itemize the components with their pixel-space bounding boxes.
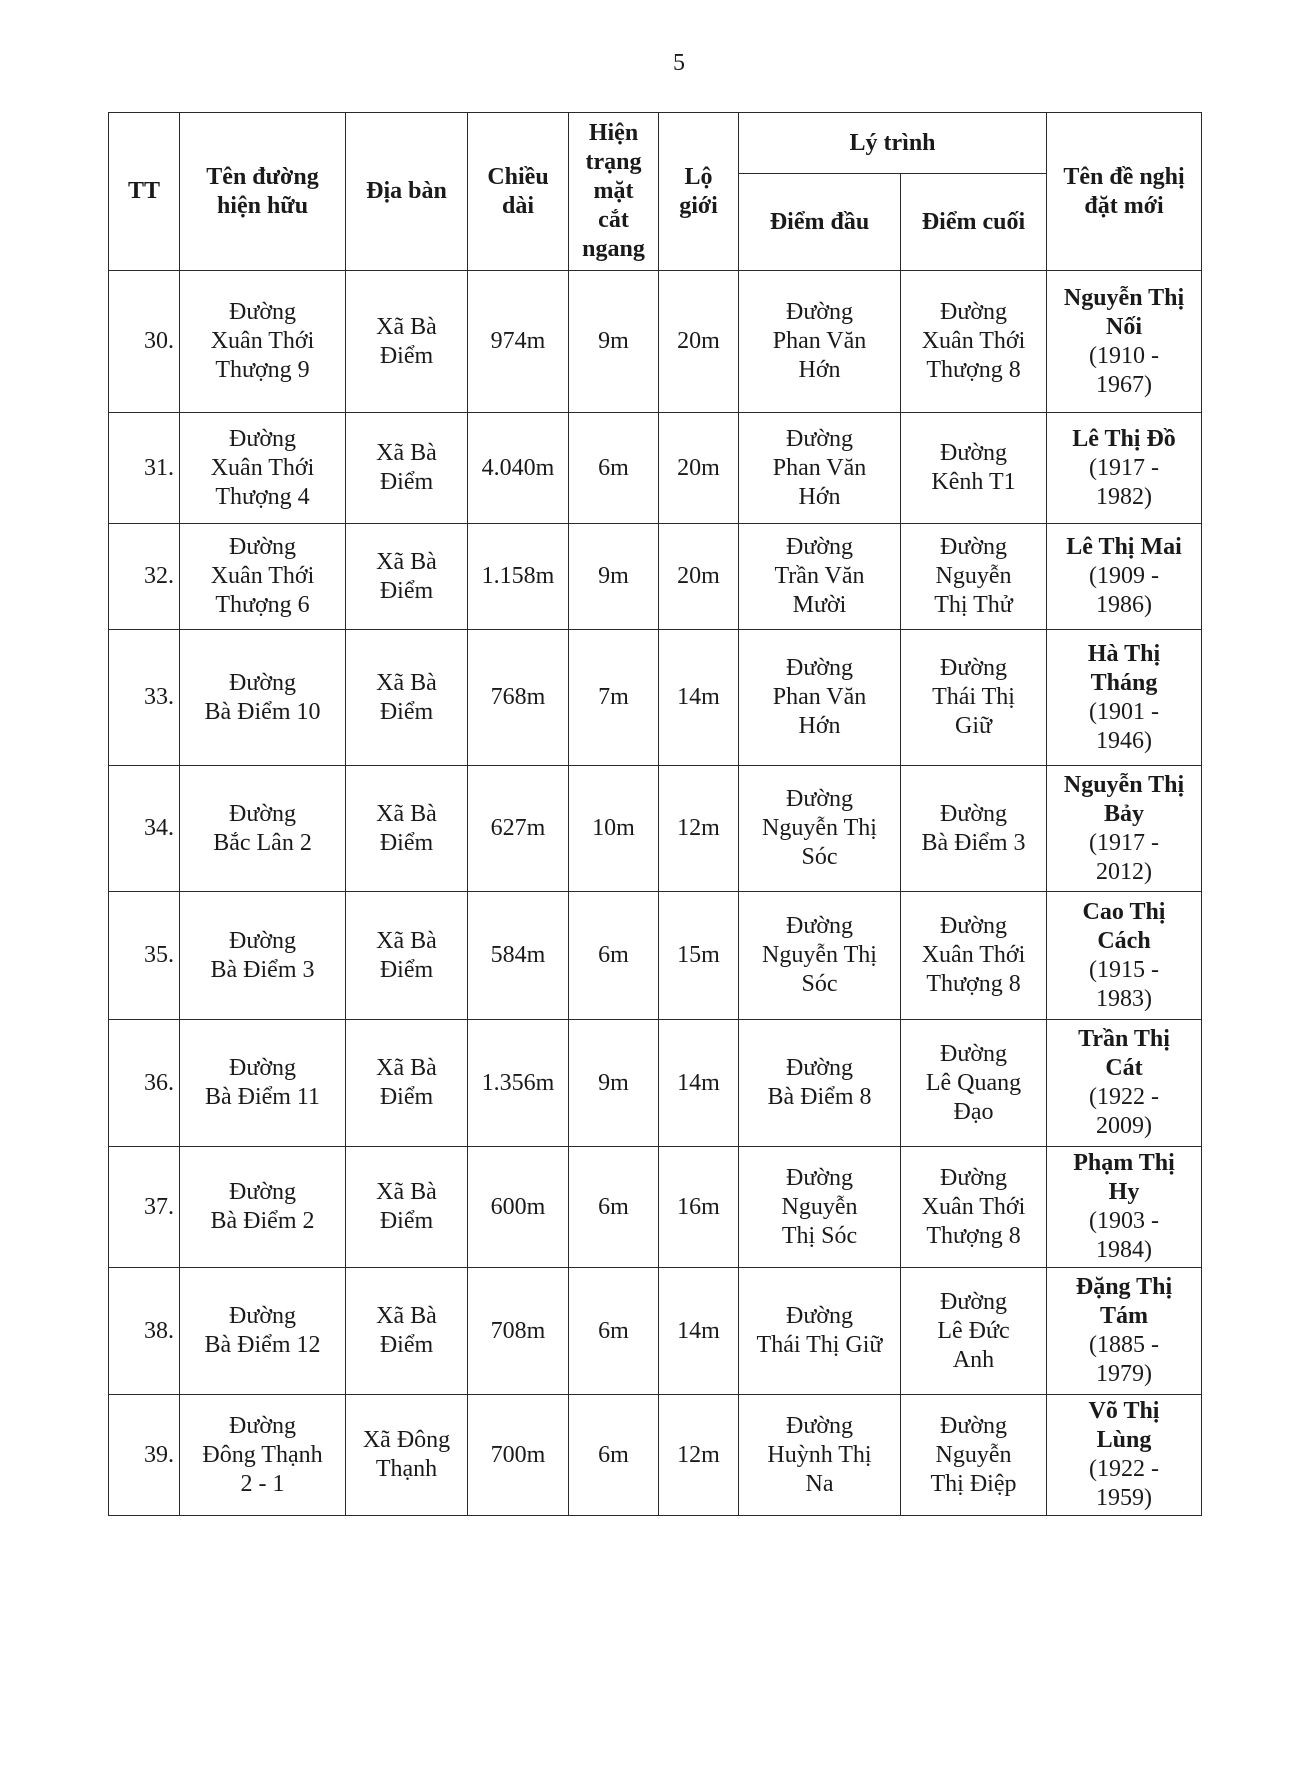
cell-dia-ban	[346, 630, 468, 766]
birth-death-years: 2012)	[1096, 858, 1153, 885]
cell-ten-de-nghi	[1047, 892, 1202, 1020]
header-line: ngang	[582, 236, 645, 262]
cell-chieu-dai: 1.158m	[468, 524, 569, 630]
cell-lo-gioi: 15m	[659, 892, 739, 1020]
cell-chieu-dai: 1.356m	[468, 1020, 569, 1147]
cell-line: Võ Thị	[1088, 1398, 1160, 1424]
cell-line: Bà Điểm 2	[210, 1208, 315, 1234]
cell-tt: 31.	[109, 413, 180, 524]
cell-line: Đường	[939, 534, 1008, 560]
cell-line: Cát	[1105, 1055, 1143, 1081]
header-ly-trinh: Lý trình	[739, 113, 1047, 174]
cell-line: Thái Thị Giữ	[756, 1332, 883, 1358]
birth-death-years: (1901 -	[1089, 698, 1159, 725]
cell-lo-gioi: 12m	[659, 766, 739, 892]
cell-tt: 36.	[109, 1020, 180, 1147]
cell-diem-dau	[739, 892, 901, 1020]
cell-tt: 39.	[109, 1395, 180, 1516]
cell-line: Đường	[939, 655, 1008, 681]
cell-line: Phạm Thị	[1073, 1150, 1175, 1176]
cell-line: Hà Thị	[1087, 640, 1161, 667]
cell-line: Na	[805, 1470, 834, 1497]
table-row	[109, 1147, 1202, 1268]
cell-chieu-dai: 584m	[468, 892, 569, 1020]
cell-line: Nguyễn	[935, 563, 1012, 589]
cell-ten-de-nghi	[1047, 413, 1202, 524]
cell-line: Đường	[939, 913, 1008, 939]
cell-line: Thượng 8	[926, 357, 1021, 383]
cell-line: Lùng	[1096, 1427, 1152, 1453]
cell-line: Đường	[228, 669, 297, 696]
cell-line: Đường	[939, 1288, 1008, 1315]
cell-line: Đường	[228, 1412, 297, 1439]
cell-line: Đường	[228, 927, 297, 954]
cell-diem-cuoi	[901, 524, 1047, 630]
cell-line: Xuân Thới	[210, 328, 315, 354]
cell-line: Lê Thị Đồ	[1072, 425, 1176, 452]
cell-line: Xã Bà	[376, 313, 437, 340]
header-line: dài	[501, 192, 534, 219]
cell-line: Thượng 8	[926, 1222, 1021, 1249]
header-ten-duong	[180, 113, 346, 271]
cell-ten-de-nghi	[1047, 630, 1202, 766]
cell-line: Đường	[785, 655, 854, 681]
birth-death-years: (1922 -	[1089, 1084, 1159, 1110]
cell-line: Đường	[785, 299, 854, 325]
table-header	[109, 113, 1202, 271]
cell-line: Đường	[785, 913, 854, 939]
cell-ten-de-nghi	[1047, 1020, 1202, 1147]
cell-line: Trần Văn	[774, 563, 865, 589]
cell-line: Điểm	[379, 698, 434, 725]
cell-line: Điểm	[379, 829, 434, 856]
cell-line: Tháng	[1090, 669, 1158, 696]
cell-line: Đường	[228, 425, 297, 452]
cell-line: Nguyễn Thị	[762, 815, 877, 841]
cell-line: Mười	[792, 592, 847, 618]
cell-line: Thị Sóc	[781, 1222, 858, 1249]
cell-line: Thượng 4	[215, 483, 310, 510]
cell-ten-duong	[180, 1147, 346, 1268]
header-line: Lộ	[684, 163, 713, 190]
cell-line: Đường	[785, 786, 854, 812]
birth-death-years: 1979)	[1096, 1361, 1153, 1387]
cell-diem-dau	[739, 630, 901, 766]
cell-hien-trang: 9m	[569, 1020, 659, 1147]
table-row	[109, 1268, 1202, 1395]
cell-line: Phan Văn	[772, 684, 867, 710]
cell-hien-trang: 10m	[569, 766, 659, 892]
cell-line: Bắc Lân 2	[213, 829, 312, 856]
birth-death-years: 2009)	[1096, 1113, 1153, 1139]
cell-dia-ban	[346, 1020, 468, 1147]
birth-death-years: (1909 -	[1089, 563, 1159, 589]
cell-dia-ban	[346, 1395, 468, 1516]
cell-line: Xã Bà	[376, 1303, 437, 1329]
page-number: 5	[673, 50, 685, 76]
cell-line: Bà Điểm 3	[921, 829, 1026, 856]
cell-diem-cuoi	[901, 1268, 1047, 1395]
table-row	[109, 413, 1202, 524]
cell-tt: 33.	[109, 630, 180, 766]
cell-ten-de-nghi	[1047, 1268, 1202, 1395]
cell-ten-duong	[180, 413, 346, 524]
cell-lo-gioi: 12m	[659, 1395, 739, 1516]
cell-line: Điểm	[379, 469, 434, 495]
cell-line: Bà Điểm 8	[767, 1084, 872, 1110]
cell-line: Bà Điểm 10	[204, 698, 321, 725]
cell-line: 2 - 1	[240, 1470, 285, 1497]
cell-line: Đường	[939, 440, 1008, 466]
cell-line: Nguyễn Thị	[1063, 771, 1185, 798]
table-row	[109, 766, 1202, 892]
birth-death-years: 1946)	[1096, 727, 1153, 754]
cell-tt: 34.	[109, 766, 180, 892]
cell-line: Xã Bà	[376, 800, 437, 827]
cell-line: Đường	[939, 1412, 1008, 1439]
cell-hien-trang: 6m	[569, 1395, 659, 1516]
cell-line: Hớn	[798, 357, 841, 383]
cell-line: Trần Thị	[1078, 1026, 1170, 1052]
cell-line: Sóc	[801, 971, 838, 997]
cell-line: Xuân Thới	[921, 328, 1026, 354]
cell-line: Xuân Thới	[921, 1193, 1026, 1220]
header-line: Chiều	[487, 163, 549, 190]
cell-line: Nguyễn Thị	[762, 942, 877, 968]
cell-line: Xã Đông	[362, 1427, 451, 1453]
cell-line: Đường	[228, 1303, 297, 1329]
cell-lo-gioi: 14m	[659, 630, 739, 766]
cell-hien-trang: 7m	[569, 630, 659, 766]
cell-line: Đường	[785, 425, 854, 452]
birth-death-years: 1967)	[1096, 371, 1153, 398]
birth-death-years: (1903 -	[1089, 1208, 1159, 1234]
cell-line: Đường	[785, 1412, 854, 1439]
cell-line: Điểm	[379, 1084, 434, 1110]
cell-ten-de-nghi	[1047, 1147, 1202, 1268]
cell-line: Điểm	[379, 1332, 434, 1358]
cell-lo-gioi: 16m	[659, 1147, 739, 1268]
cell-dia-ban	[346, 766, 468, 892]
cell-line: Thị Thử	[934, 592, 1013, 618]
header-chieu-dai	[468, 113, 569, 271]
cell-line: Bảy	[1104, 800, 1145, 827]
cell-chieu-dai: 768m	[468, 630, 569, 766]
cell-dia-ban	[346, 1147, 468, 1268]
cell-line: Xã Bà	[376, 669, 437, 696]
header-line: cắt	[598, 207, 629, 233]
cell-line: Phan Văn	[772, 328, 867, 354]
cell-line: Giữ	[955, 713, 993, 739]
header-line: Tên đề nghị	[1063, 163, 1185, 190]
cell-diem-cuoi	[901, 892, 1047, 1020]
birth-death-years: 1984)	[1096, 1237, 1153, 1263]
table-row	[109, 1395, 1202, 1516]
cell-line: Đường	[228, 534, 297, 560]
cell-line: Đường	[228, 1179, 297, 1205]
cell-line: Xã Bà	[376, 927, 437, 954]
cell-line: Lê Quang	[925, 1069, 1022, 1096]
cell-lo-gioi: 14m	[659, 1020, 739, 1147]
cell-ten-de-nghi	[1047, 766, 1202, 892]
cell-line: Đường	[939, 1164, 1008, 1191]
birth-death-years: (1910 -	[1089, 342, 1159, 369]
cell-line: Phan Văn	[772, 454, 867, 481]
cell-line: Bà Điểm 3	[210, 956, 315, 983]
header-line: Tên đường	[206, 163, 319, 190]
cell-lo-gioi: 14m	[659, 1268, 739, 1395]
cell-tt: 38.	[109, 1268, 180, 1395]
header-hien-trang	[569, 113, 659, 271]
table-body	[109, 271, 1202, 1516]
cell-line: Đường	[228, 800, 297, 827]
cell-line: Lê Thị Mai	[1066, 534, 1182, 560]
cell-diem-cuoi	[901, 1147, 1047, 1268]
header-line: giới	[679, 192, 718, 219]
cell-line: Thạnh	[375, 1456, 438, 1482]
cell-line: Đường	[785, 534, 854, 560]
cell-tt: 37.	[109, 1147, 180, 1268]
cell-line: Đặng Thị	[1075, 1274, 1173, 1300]
cell-diem-dau	[739, 413, 901, 524]
cell-line: Xuân Thới	[921, 942, 1026, 968]
cell-hien-trang: 6m	[569, 1268, 659, 1395]
birth-death-years: (1917 -	[1089, 454, 1159, 481]
cell-line: Đường	[228, 299, 297, 325]
cell-dia-ban	[346, 271, 468, 413]
cell-line: Đạo	[953, 1098, 994, 1125]
cell-chieu-dai: 627m	[468, 766, 569, 892]
cell-line: Thượng 8	[926, 971, 1021, 997]
cell-line: Thái Thị	[932, 684, 1015, 710]
cell-ten-duong	[180, 1395, 346, 1516]
birth-death-years: 1986)	[1096, 592, 1153, 618]
cell-line: Đường	[785, 1303, 854, 1329]
cell-hien-trang: 9m	[569, 271, 659, 413]
cell-diem-dau	[739, 1395, 901, 1516]
birth-death-years: (1917 -	[1089, 829, 1159, 856]
cell-diem-dau	[739, 1268, 901, 1395]
cell-dia-ban	[346, 1268, 468, 1395]
cell-line: Xã Bà	[376, 440, 437, 466]
cell-tt: 35.	[109, 892, 180, 1020]
header-lo-gioi	[659, 113, 739, 271]
cell-line: Điểm	[379, 342, 434, 369]
cell-ten-de-nghi	[1047, 271, 1202, 413]
cell-line: Xã Bà	[376, 1055, 437, 1081]
cell-line: Xuân Thới	[210, 454, 315, 481]
cell-lo-gioi: 20m	[659, 271, 739, 413]
birth-death-years: 1959)	[1096, 1485, 1153, 1511]
cell-lo-gioi: 20m	[659, 524, 739, 630]
cell-line: Cao Thị	[1082, 898, 1166, 925]
cell-line: Nguyễn	[935, 1441, 1012, 1468]
header-line: trạng	[585, 149, 642, 175]
cell-hien-trang: 6m	[569, 413, 659, 524]
birth-death-years: (1885 -	[1089, 1332, 1159, 1358]
cell-hien-trang: 6m	[569, 892, 659, 1020]
cell-diem-cuoi	[901, 766, 1047, 892]
cell-diem-dau	[739, 1147, 901, 1268]
cell-chieu-dai: 974m	[468, 271, 569, 413]
cell-diem-cuoi	[901, 1020, 1047, 1147]
table-row	[109, 630, 1202, 766]
cell-line: Hy	[1108, 1179, 1140, 1205]
header-line: Hiện	[588, 120, 639, 146]
cell-line: Xã Bà	[376, 548, 437, 575]
cell-line: Nguyễn	[781, 1193, 858, 1220]
cell-line: Đường	[785, 1164, 854, 1191]
cell-tt: 32.	[109, 524, 180, 630]
cell-diem-dau	[739, 271, 901, 413]
cell-line: Nối	[1106, 313, 1143, 340]
cell-diem-cuoi	[901, 413, 1047, 524]
cell-diem-cuoi	[901, 1395, 1047, 1516]
cell-line: Anh	[952, 1346, 995, 1373]
cell-ten-duong	[180, 766, 346, 892]
cell-line: Sóc	[801, 844, 838, 870]
birth-death-years: (1922 -	[1089, 1456, 1159, 1482]
header-tt: TT	[109, 113, 180, 271]
table-row	[109, 1020, 1202, 1147]
cell-chieu-dai: 700m	[468, 1395, 569, 1516]
cell-line: Đường	[939, 299, 1008, 325]
cell-ten-duong	[180, 892, 346, 1020]
cell-line: Kênh T1	[931, 469, 1016, 495]
cell-line: Điểm	[379, 1208, 434, 1234]
cell-line: Đông Thạnh	[202, 1441, 323, 1468]
cell-ten-de-nghi	[1047, 1395, 1202, 1516]
cell-diem-cuoi	[901, 271, 1047, 413]
cell-chieu-dai: 600m	[468, 1147, 569, 1268]
cell-line: Hớn	[798, 483, 841, 510]
cell-line: Xuân Thới	[210, 563, 315, 589]
cell-lo-gioi: 20m	[659, 413, 739, 524]
cell-ten-de-nghi	[1047, 524, 1202, 630]
cell-ten-duong	[180, 271, 346, 413]
cell-chieu-dai: 708m	[468, 1268, 569, 1395]
cell-line: Thị Điệp	[930, 1470, 1017, 1497]
birth-death-years: (1915 -	[1089, 956, 1159, 983]
cell-ten-duong	[180, 524, 346, 630]
cell-diem-dau	[739, 1020, 901, 1147]
street-naming-table	[108, 112, 1202, 1516]
cell-line: Cách	[1097, 927, 1151, 954]
cell-ten-duong	[180, 1020, 346, 1147]
header-line: hiện hữu	[216, 192, 309, 219]
cell-diem-dau	[739, 524, 901, 630]
cell-line: Điểm	[379, 577, 434, 604]
header-line: đặt mới	[1084, 192, 1164, 219]
cell-diem-cuoi	[901, 630, 1047, 766]
table-row	[109, 271, 1202, 413]
cell-line: Bà Điểm 12	[204, 1332, 321, 1358]
cell-chieu-dai: 4.040m	[468, 413, 569, 524]
cell-line: Tám	[1100, 1303, 1149, 1329]
cell-ten-duong	[180, 1268, 346, 1395]
header-dia-ban: Địa bàn	[346, 113, 468, 271]
cell-line: Đường	[785, 1055, 854, 1081]
header-ten-de-nghi	[1047, 113, 1202, 271]
cell-line: Huỳnh Thị	[767, 1441, 872, 1468]
cell-line: Thượng 6	[215, 592, 310, 618]
cell-line: Xã Bà	[376, 1179, 437, 1205]
cell-diem-dau	[739, 766, 901, 892]
cell-line: Điểm	[379, 956, 434, 983]
cell-dia-ban	[346, 524, 468, 630]
cell-line: Đường	[939, 1040, 1008, 1067]
table-row	[109, 524, 1202, 630]
cell-line: Thượng 9	[215, 357, 310, 383]
header-row	[109, 113, 1202, 174]
birth-death-years: 1982)	[1096, 483, 1153, 510]
cell-line: Bà Điểm 11	[204, 1084, 321, 1110]
cell-line: Đường	[228, 1055, 297, 1081]
header-diem-dau: Điểm đầu	[739, 174, 901, 271]
cell-hien-trang: 6m	[569, 1147, 659, 1268]
cell-hien-trang: 9m	[569, 524, 659, 630]
cell-dia-ban	[346, 892, 468, 1020]
birth-death-years: 1983)	[1096, 985, 1153, 1012]
cell-line: Nguyễn Thị	[1063, 284, 1185, 311]
cell-line: Đường	[939, 800, 1008, 827]
header-line: mặt	[593, 178, 634, 204]
header-diem-cuoi: Điểm cuối	[901, 174, 1047, 271]
cell-dia-ban	[346, 413, 468, 524]
cell-tt: 30.	[109, 271, 180, 413]
cell-line: Lê Đức	[937, 1317, 1010, 1344]
table-row	[109, 892, 1202, 1020]
cell-line: Hớn	[798, 713, 841, 739]
cell-ten-duong	[180, 630, 346, 766]
